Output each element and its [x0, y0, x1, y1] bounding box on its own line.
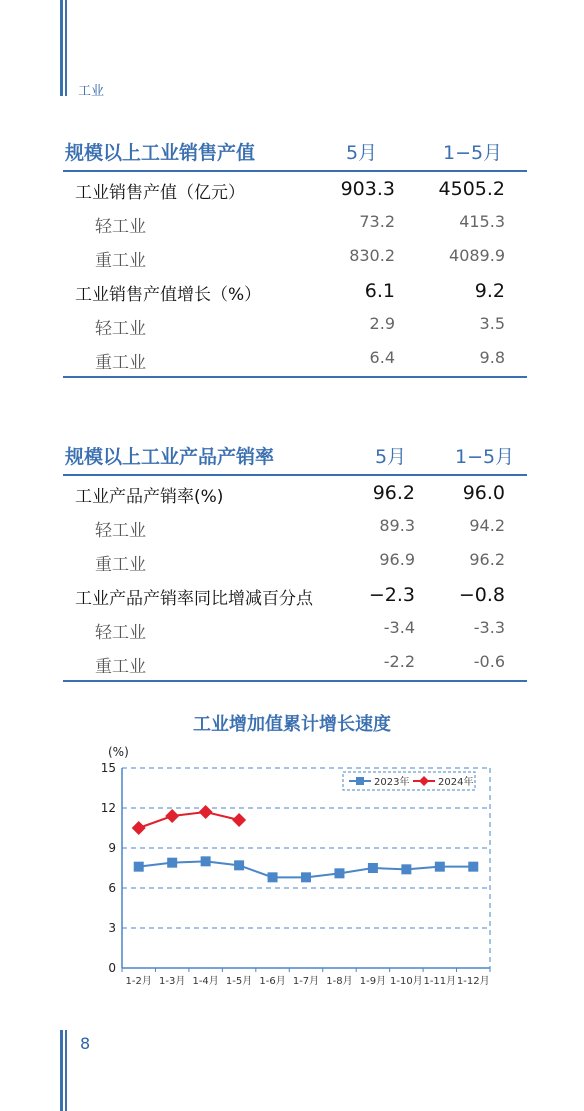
row-label: 轻工业	[95, 319, 146, 339]
series-line-2024年	[139, 812, 239, 828]
value-may: 73.2	[359, 212, 395, 231]
value-jan-may: 96.0	[462, 482, 505, 504]
row-label: 轻工业	[95, 623, 146, 643]
x-tick-label: 1-2月	[125, 976, 152, 987]
value-may: 903.3	[340, 178, 395, 200]
legend-label: 2023年	[374, 777, 410, 788]
column-header-may: 5月	[346, 142, 378, 164]
y-tick-label: 0	[108, 961, 116, 975]
value-may: −2.3	[368, 584, 415, 606]
growth-line-chart	[90, 738, 500, 990]
value-jan-may: −0.8	[458, 584, 505, 606]
value-jan-may: 3.5	[479, 314, 505, 333]
data-point-square	[368, 863, 378, 873]
y-tick-label: 12	[100, 801, 116, 815]
y-tick-label: 6	[108, 881, 116, 895]
row-label: 轻工业	[95, 217, 146, 237]
legend-label: 2024年	[438, 777, 474, 788]
data-point-square	[301, 872, 311, 882]
value-may: 89.3	[379, 516, 415, 535]
table-row	[63, 544, 527, 578]
data-point-square	[167, 858, 177, 868]
table-bottom-rule	[63, 680, 527, 682]
value-jan-may: 9.2	[474, 280, 505, 302]
row-label: 工业销售产值（亿元）	[75, 183, 245, 203]
row-label: 重工业	[95, 657, 146, 677]
value-jan-may: 94.2	[469, 516, 505, 535]
table-title: 规模以上工业销售产值	[65, 142, 256, 164]
value-jan-may: -3.3	[473, 618, 505, 637]
table-row	[63, 342, 527, 376]
table-row	[63, 646, 527, 680]
row-label: 重工业	[95, 353, 146, 373]
x-tick-label: 1-6月	[259, 976, 286, 987]
table-row	[63, 240, 527, 274]
row-label: 轻工业	[95, 521, 146, 541]
page-number: 8	[80, 1034, 91, 1053]
value-may: 96.2	[372, 482, 415, 504]
value-may: 830.2	[349, 246, 395, 265]
y-tick-label: 9	[108, 841, 116, 855]
decorative-side-bar-bottom	[60, 1030, 67, 1111]
data-point-square	[201, 856, 211, 866]
value-jan-may: 415.3	[459, 212, 505, 231]
y-axis-label: (%)	[108, 745, 129, 759]
sales-rate-table	[63, 434, 527, 682]
table-row	[63, 274, 527, 308]
row-label: 工业产品产销率同比增减百分点	[75, 589, 313, 609]
data-point-diamond	[165, 809, 179, 823]
data-point-square	[334, 868, 344, 878]
data-point-square	[468, 862, 478, 872]
table-row	[63, 476, 527, 510]
value-may: 6.4	[369, 348, 395, 367]
x-tick-label: 1-7月	[292, 976, 320, 987]
decorative-side-bar-top	[60, 0, 67, 96]
data-point-square	[435, 862, 445, 872]
table-row	[63, 578, 527, 612]
table-bottom-rule	[63, 376, 527, 378]
value-jan-may: 4505.2	[438, 178, 505, 200]
table-row	[63, 510, 527, 544]
row-label: 重工业	[95, 555, 146, 575]
data-point-square	[234, 860, 244, 870]
x-tick-label: 1-4月	[192, 976, 219, 987]
data-point-square	[134, 862, 144, 872]
section-label: 工业	[78, 84, 105, 99]
value-may: -3.4	[383, 618, 415, 637]
x-tick-label: 1-10月	[390, 976, 423, 987]
x-tick-label: 1-8月	[326, 976, 353, 987]
column-header-jan-may: 1−5月	[443, 142, 503, 164]
table-title: 规模以上工业产品产销率	[65, 446, 275, 468]
table-header	[63, 434, 527, 476]
sales-value-table	[63, 130, 527, 378]
y-tick-label: 15	[100, 761, 116, 775]
x-tick-label: 1-5月	[225, 976, 253, 987]
x-tick-label: 1-9月	[359, 976, 387, 987]
legend-marker-square	[356, 777, 364, 785]
value-may: -2.2	[383, 652, 415, 671]
data-point-square	[401, 864, 411, 874]
y-tick-label: 3	[108, 921, 116, 935]
x-tick-label: 1-11月	[423, 976, 457, 987]
x-tick-label: 1-12月	[456, 976, 490, 987]
column-header-jan-may: 1−5月	[455, 446, 515, 468]
table-row	[63, 308, 527, 342]
row-label: 工业销售产值增长（%）	[75, 285, 262, 305]
value-may: 96.9	[379, 550, 415, 569]
value-may: 2.9	[369, 314, 395, 333]
row-label: 重工业	[95, 251, 146, 271]
value-may: 6.1	[364, 280, 395, 302]
data-point-diamond	[132, 821, 146, 835]
value-jan-may: 9.8	[479, 348, 505, 367]
value-jan-may: 4089.9	[449, 246, 505, 265]
table-header	[63, 130, 527, 172]
row-label: 工业产品产销率(%)	[75, 487, 224, 507]
value-jan-may: -0.6	[473, 652, 505, 671]
value-jan-may: 96.2	[469, 550, 505, 569]
table-row	[63, 612, 527, 646]
data-point-square	[268, 872, 278, 882]
table-row	[63, 172, 527, 206]
table-row	[63, 206, 527, 240]
data-point-diamond	[199, 805, 213, 819]
data-point-diamond	[232, 813, 246, 827]
column-header-may: 5月	[375, 446, 407, 468]
chart-title: 工业增加值累计增长速度	[193, 714, 391, 735]
x-tick-label: 1-3月	[159, 976, 186, 987]
